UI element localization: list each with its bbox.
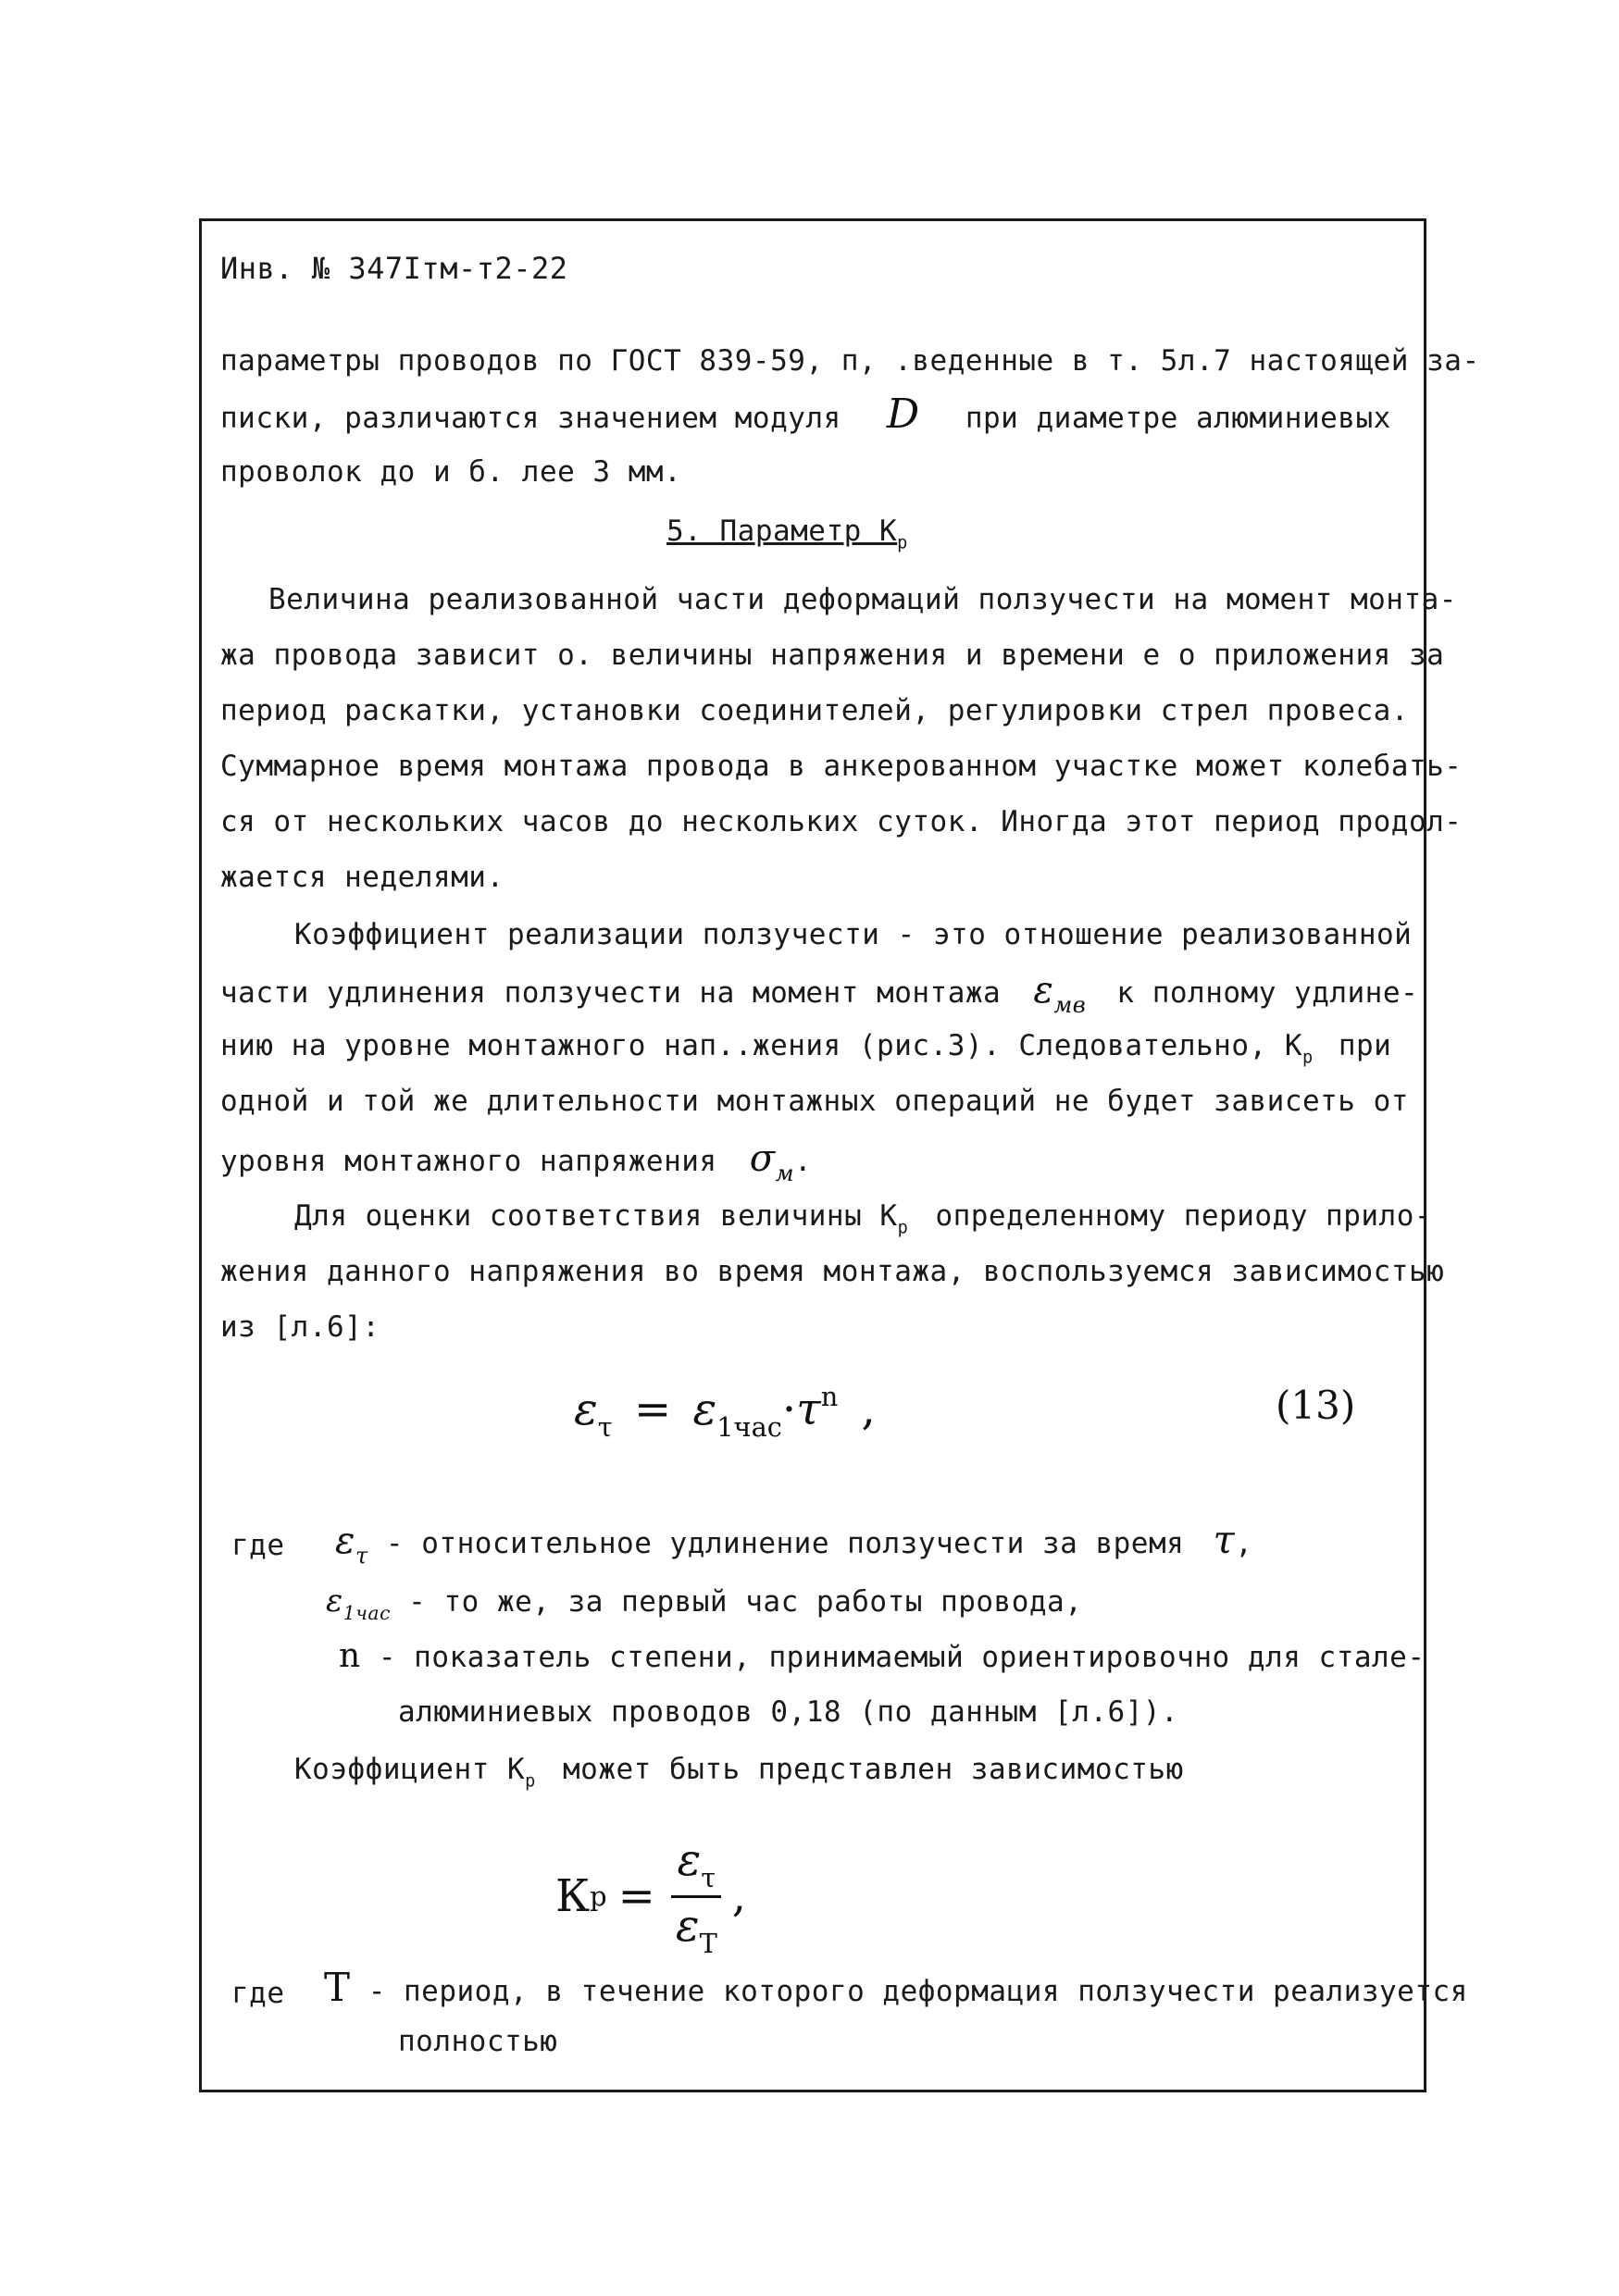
text-line: Для оценки соответствия величины $К_р$ определенному периоду прило- bbox=[294, 1199, 1433, 1238]
where-label: где bbox=[231, 1977, 285, 2010]
text-line: части удлинения ползучести на момент монтажа $\varepsilon_{мв}$ к полному удлине- bbox=[220, 969, 1419, 1018]
math-symbol: $\varepsilon_{1час}$ bbox=[326, 1582, 391, 1625]
text-line: жения данного напряжения во время монтажа, воспользуемся зависимостью bbox=[220, 1255, 1445, 1288]
text-line: проволок до и б. лее 3 мм. bbox=[220, 455, 682, 489]
where-label: где bbox=[231, 1529, 285, 1562]
definition-line: $\varepsilon_\tau$ - относительное удлинение ползучести за время τ, bbox=[335, 1517, 1253, 1569]
text-line: Коэффициент реализации ползучести - это отношение реализованной bbox=[294, 918, 1413, 951]
math-symbol: τ bbox=[1213, 1517, 1236, 1562]
text-line: жа провода зависит о. величины напряжения и времени е о приложения за bbox=[220, 639, 1445, 672]
text-line: уровня монтажного напряжения $\sigma_м$. bbox=[220, 1137, 813, 1186]
inventory-number: Инв. № 347Iтм-т2-22 bbox=[220, 251, 568, 286]
math-symbol: $\sigma_м$ bbox=[749, 1137, 794, 1186]
definition-line: n - показатель степени, принимаемый ориентировочно для стале- bbox=[339, 1637, 1426, 1675]
math-symbol: D bbox=[886, 391, 920, 438]
text-line: нию на уровне монтажного нап..жения (рис.3). Следовательно, $К_р$ при bbox=[220, 1029, 1392, 1068]
math-symbol: n bbox=[339, 1637, 361, 1675]
definition-line: $\varepsilon_{1час}$ - то же, за первый час работы провода, bbox=[326, 1582, 1083, 1625]
text-line: жается неделями. bbox=[220, 861, 504, 894]
text-line: Величина реализованной части деформаций ползучести на момент монта- bbox=[268, 583, 1457, 616]
equation-13: $\varepsilon_\tau = \varepsilon_{1час}\cdot\tau^n$ , bbox=[574, 1381, 876, 1444]
math-symbol: T bbox=[324, 1965, 351, 2010]
equation-kp: К р = $\frac{\varepsilon_\tau}{\varepsilon_T}$ , bbox=[555, 1834, 747, 1959]
definition-line: полностью bbox=[398, 2025, 558, 2058]
definition-line: алюминиевых проводов 0,18 (по данным [л.6]). bbox=[398, 1695, 1179, 1729]
section-title: 5. Параметр $К_р$ bbox=[666, 515, 908, 553]
text-line: период раскатки, установки соединителей, регулировки стрел провеса. bbox=[220, 694, 1409, 727]
math-symbol: $\varepsilon_{мв}$ bbox=[1033, 969, 1087, 1018]
text-line: из [л.6]: bbox=[220, 1310, 380, 1344]
text-line: ся от нескольких часов до нескольких суток. Иногда этот период продол- bbox=[220, 805, 1463, 838]
fraction: $\frac{\varepsilon_\tau}{\varepsilon_T}$ bbox=[670, 1834, 723, 1959]
definition-line: T - период, в течение которого деформация ползучести реализуется bbox=[324, 1965, 1468, 2010]
text-line: писки, различаются значением модуля D при диаметре алюминиевых bbox=[220, 391, 1391, 438]
equation-number: (13) bbox=[1276, 1383, 1356, 1428]
text-line: Коэффициент $К_р$ может быть представлен зависимостью bbox=[294, 1753, 1184, 1792]
text-line: одной и той же длительности монтажных операций не будет зависеть от bbox=[220, 1085, 1409, 1118]
text-line: параметры проводов по ГОСТ 839-59, п, .веденные в т. 5л.7 настоящей за- bbox=[220, 344, 1480, 378]
text-line: Суммарное время монтажа провода в анкерованном участке может колебать- bbox=[220, 750, 1463, 783]
math-symbol: $\varepsilon_\tau$ bbox=[335, 1520, 368, 1569]
